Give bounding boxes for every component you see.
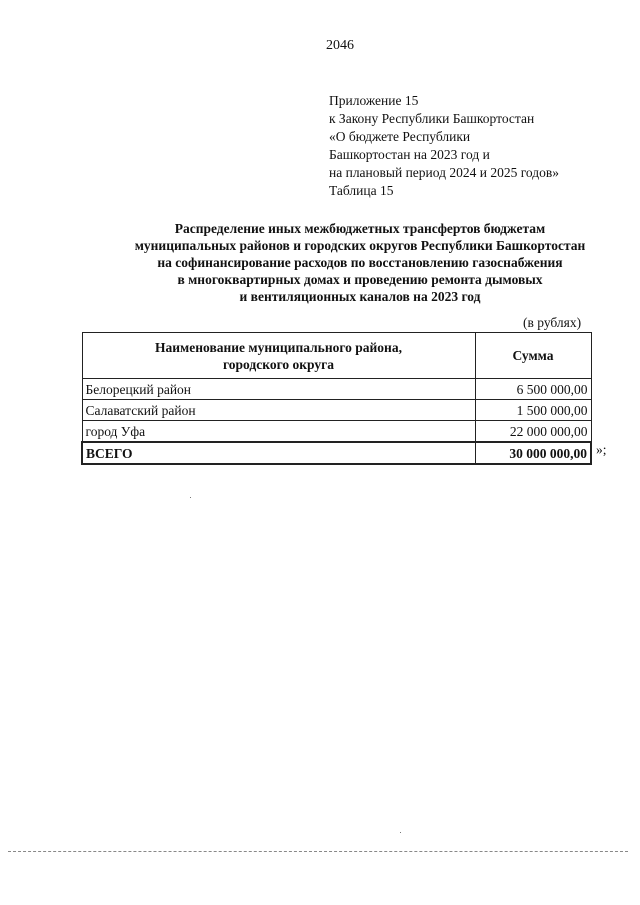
total-label-cell: ВСЕГО [82, 442, 475, 464]
district-name-cell: Салаватский район [82, 400, 475, 421]
header-name-line: городского округа [223, 356, 334, 372]
appendix-line: на плановый период 2024 и 2025 годов» [329, 165, 560, 180]
sum-cell: 22 000 000,00 [475, 421, 591, 443]
title-line: Распределение иных межбюджетных трансфертов бюджетам [174, 221, 546, 236]
appendix-reference [329, 92, 559, 200]
title-line: муниципальных районов и городских округов Республики Башкортостан [134, 238, 586, 253]
table-row [82, 379, 591, 400]
sum-cell: 6 500 000,00 [475, 379, 591, 400]
title-line: на софинансирование расходов по восстановлению газоснабжения [157, 255, 563, 270]
appendix-line: к Закону Республики Башкортостан [329, 111, 535, 126]
header-district-name [82, 333, 475, 379]
appendix-line: Приложение 15 [329, 93, 419, 108]
scan-edge-line [8, 851, 628, 852]
title-line: и вентиляционных каналов на 2023 год [239, 289, 481, 304]
page-number: 2046 [326, 38, 354, 53]
table-number: Таблица 15 [329, 183, 394, 198]
district-name-cell: Белорецкий район [82, 379, 475, 400]
table-header-row [82, 333, 591, 379]
appendix-line: Башкортостан на 2023 год и [329, 147, 490, 162]
title-line: в многоквартирных домах и проведению ремонта дымовых [177, 272, 543, 287]
total-sum-cell: 30 000 000,00 [475, 442, 591, 464]
scan-speck [400, 832, 401, 833]
sum-cell: 1 500 000,00 [475, 400, 591, 421]
table-row [82, 400, 591, 421]
scan-speck [190, 497, 191, 498]
district-name-cell: город Уфа [82, 421, 475, 443]
header-sum: Сумма [475, 333, 591, 379]
document-title [60, 220, 640, 305]
closing-quote-mark: »; [596, 442, 607, 457]
units-note: (в рублях) [523, 315, 582, 330]
table-row [82, 421, 591, 443]
table-total-row [82, 442, 591, 464]
appendix-line: «О бюджете Республики [329, 129, 471, 144]
allocation-table [81, 332, 592, 465]
header-name-line: Наименование муниципального района, [155, 339, 402, 355]
